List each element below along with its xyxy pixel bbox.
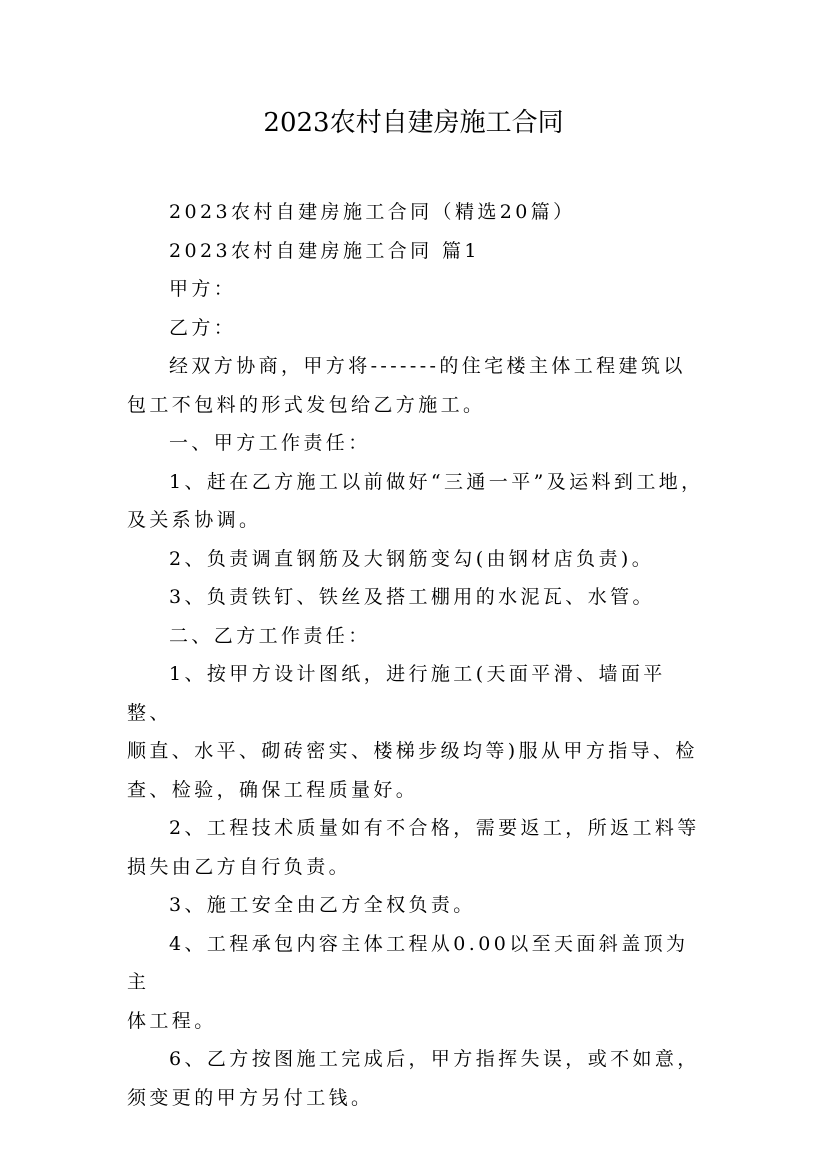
paragraph-party-b [127,309,707,348]
paragraph-party-a-duty-1 [127,463,707,540]
paragraph-line: 及关系协调。 [127,509,262,531]
paragraph-line: 4、工程承包内容主体工程从0.00以至天面斜盖顶为主 [127,932,689,993]
paragraph-party-a-duties-heading [127,424,707,463]
paragraph-line: 甲方： [169,278,237,300]
paragraph-party-a-duty-3 [127,578,707,617]
paragraph-line: 乙方： [169,316,237,339]
paragraph-party-b-duty-6 [127,1040,707,1117]
paragraph-line: 二、乙方工作责任： [169,624,371,647]
paragraph-line: 3、负责铁钉、铁丝及搭工棚用的水泥瓦、水管。 [169,586,655,608]
paragraph-line: 经双方协商，甲方将-------的住宅楼主体工程建筑以 [169,355,686,377]
paragraph-line: 损失由乙方自行负责。 [127,855,352,878]
paragraph-line: 一、甲方工作责任： [169,432,371,454]
paragraph-line: 2、工程技术质量如有不合格，需要返工，所返工料等 [169,817,700,839]
document-title: 2023农村自建房施工合同 [263,108,564,138]
paragraph-party-b-duty-4 [127,925,707,1041]
paragraph-line: 3、施工安全由乙方全权负责。 [169,894,476,916]
paragraph-line: 2023农村自建房施工合同（精选20篇） [169,201,576,223]
paragraph-line: 1、赶在乙方施工以前做好“三通一平”及运料到工地， [169,470,704,493]
paragraph-party-b-duty-2 [127,809,707,886]
paragraph-party-a [127,270,707,309]
paragraph-line: 查、检验，确保工程质量好。 [127,778,419,801]
paragraph-line: 2、负责调直钢筋及大钢筋变勾(由钢材店负责)。 [169,547,655,570]
paragraph-line: 体工程。 [127,1009,217,1032]
paragraph-section-heading [127,232,707,271]
paragraph-party-a-duty-2 [127,540,707,579]
paragraph-line: 顺直、水平、砌砖密实、楼梯步级均等)服从甲方指导、检 [127,740,698,762]
paragraph-party-b-duty-3 [127,886,707,925]
paragraph-subtitle [127,193,707,232]
paragraph-line: 1、按甲方设计图纸，进行施工(天面平滑、墙面平整、 [127,663,666,724]
paragraph-line: 包工不包料的形式发包给乙方施工。 [127,393,486,416]
document-body [127,193,707,1117]
paragraph-line: 2023农村自建房施工合同 篇1 [169,239,480,262]
paragraph-party-b-duty-1 [127,655,707,809]
paragraph-agreement [127,347,707,424]
paragraph-party-b-duties-heading [127,617,707,656]
paragraph-line: 须变更的甲方另付工钱。 [127,1086,374,1109]
paragraph-line: 6、乙方按图施工完成后，甲方指挥失误，或不如意， [169,1048,700,1070]
